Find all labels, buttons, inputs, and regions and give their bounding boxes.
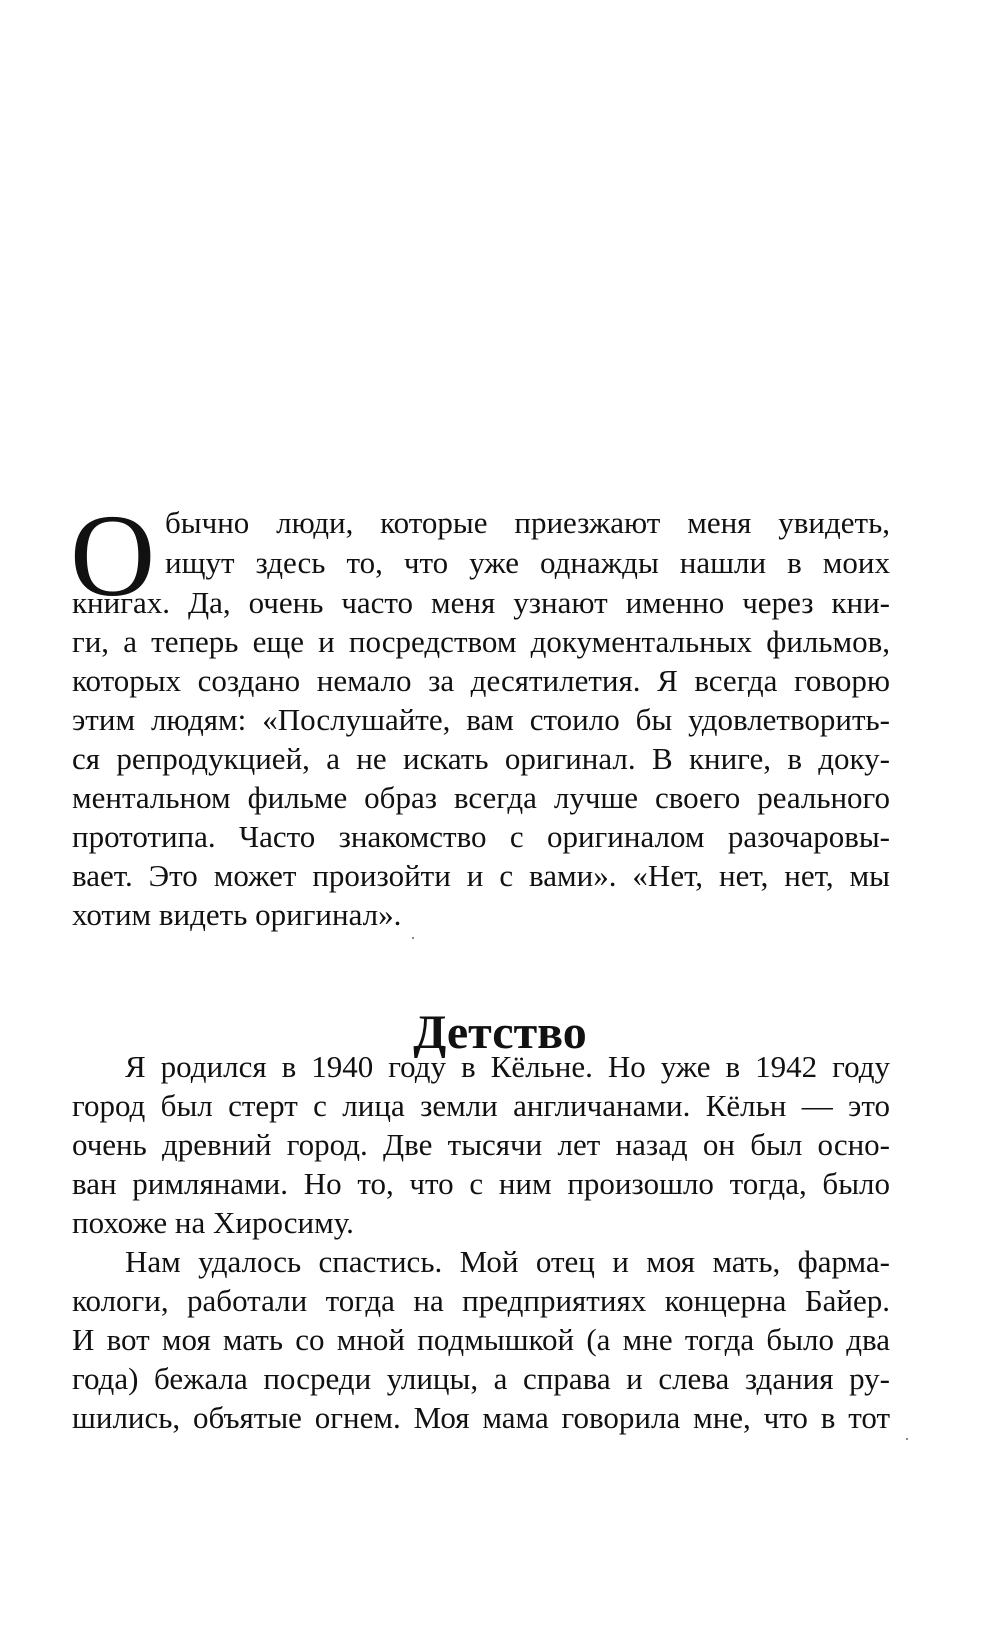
intro-line: прототипа. Часто знакомство с оригиналом разочаровы-: [72, 819, 890, 854]
paragraph-line: года) бежала посреди улицы, а справа и слева здания ру-: [72, 1361, 890, 1396]
intro-line: бычно люди, которые приезжают меня увидеть,: [165, 505, 890, 540]
paragraph-line: Нам удалось спастись. Мой отец и моя мать, фарма-: [125, 1244, 890, 1279]
paragraph-line: Я родился в 1940 году в Кёльне. Но уже в 1942 году: [125, 1049, 890, 1084]
paragraph-line: очень древний город. Две тысячи лет назад он был осно-: [72, 1127, 890, 1162]
intro-line: которых создано немало за десятилетия. Я всегда говорю: [72, 663, 890, 698]
print-speck: [412, 937, 414, 939]
intro-line: ги, а теперь еще и посредством документальных фильмов,: [72, 624, 890, 659]
drop-cap: О: [70, 490, 156, 621]
intro-line: этим людям: «Послушайте, вам стоило бы удовлетворить-: [72, 702, 890, 737]
intro-line: книгах. Да, очень часто меня узнают именно через кни-: [72, 585, 890, 620]
paragraph-line: ван римлянами. Но то, что с ним произошло тогда, было: [72, 1166, 890, 1201]
intro-line: ищут здесь то, что уже однажды нашли в моих: [165, 545, 890, 580]
intro-line: хотим видеть оригинал».: [72, 897, 402, 932]
print-speck: [906, 1438, 908, 1440]
section-heading: Детство: [413, 1006, 587, 1059]
intro-line: вает. Это может произойти и с вами». «Нет, нет, нет, мы: [72, 858, 890, 893]
paragraph-line: город был стерт с лица земли англичанами. Кёльн — это: [72, 1088, 890, 1123]
intro-line: ся репродукцией, а не искать оригинал. В книге, в доку-: [72, 741, 890, 776]
paragraph-line: кологи, работали тогда на предприятиях концерна Байер.: [72, 1283, 890, 1318]
paragraph-line: шились, объятые огнем. Моя мама говорила мне, что в тот: [72, 1400, 890, 1435]
paragraph-line: похоже на Хиросиму.: [72, 1205, 354, 1240]
intro-line: ментальном фильме образ всегда лучше своего реального: [72, 780, 890, 815]
paragraph-line: И вот моя мать со мной подмышкой (а мне тогда было два: [72, 1322, 890, 1357]
